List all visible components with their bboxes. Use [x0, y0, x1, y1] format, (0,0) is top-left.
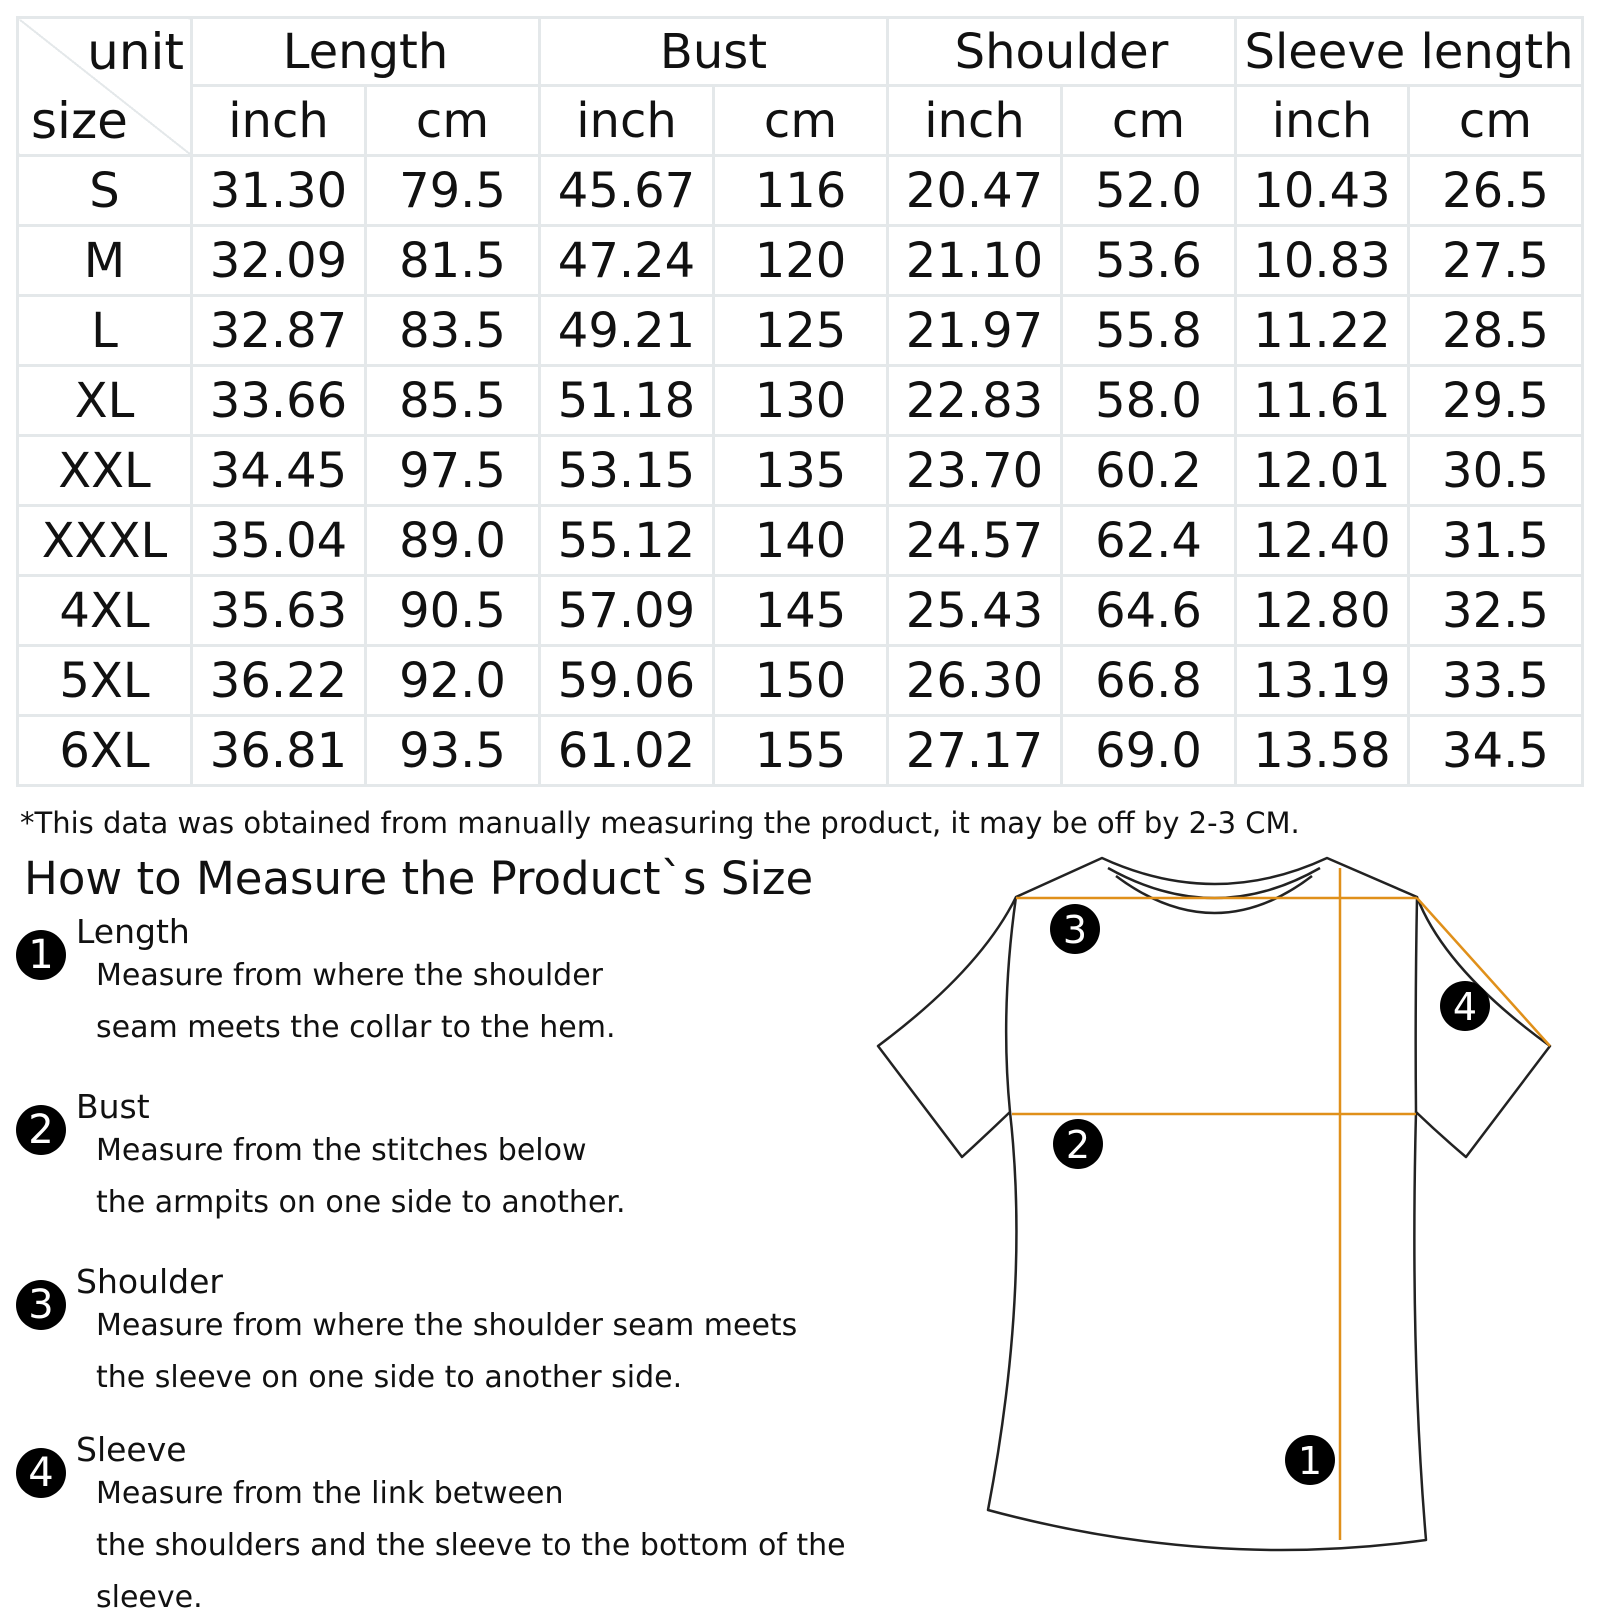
measurement-cell: 23.70 — [888, 436, 1062, 506]
measurement-cell: 60.2 — [1062, 436, 1236, 506]
measurement-cell: 27.17 — [888, 716, 1062, 786]
unit-header: cm — [1062, 86, 1236, 156]
measurement-cell: 31.30 — [192, 156, 366, 226]
measurement-cell: 55.8 — [1062, 296, 1236, 366]
measurement-cell: 12.40 — [1236, 506, 1409, 576]
measure-lines — [1012, 868, 1550, 1540]
measurement-note: *This data was obtained from manually measuring the product, it may be off by 2-3 CM. — [20, 806, 1300, 840]
marker-3-icon — [1050, 904, 1100, 954]
measurement-cell: 89.0 — [366, 506, 540, 576]
table-row — [18, 646, 1583, 716]
step-name: Length — [76, 912, 190, 951]
step-description-line: the armpits on one side to another. — [96, 1185, 626, 1220]
diagram-markers — [1050, 904, 1490, 1485]
size-label-cell: XL — [18, 366, 192, 436]
unit-header: inch — [888, 86, 1062, 156]
size-label-cell: L — [18, 296, 192, 366]
size-chart-table — [16, 16, 1584, 787]
measurement-cell: 59.06 — [540, 646, 714, 716]
size-label-cell: XXL — [18, 436, 192, 506]
measurement-cell: 93.5 — [366, 716, 540, 786]
size-label-cell: 4XL — [18, 576, 192, 646]
step-name: Sleeve — [76, 1430, 187, 1469]
group-header-sleeve-length: Sleeve length — [1236, 18, 1583, 86]
measurement-cell: 79.5 — [366, 156, 540, 226]
tshirt-outline-icon — [878, 858, 1550, 1550]
table-row — [18, 506, 1583, 576]
unit-header: cm — [1408, 86, 1582, 156]
unit-header: inch — [1236, 86, 1409, 156]
size-label-cell: XXXL — [18, 506, 192, 576]
measurement-cell: 26.30 — [888, 646, 1062, 716]
size-label-cell: S — [18, 156, 192, 226]
measurement-cell: 10.83 — [1236, 226, 1409, 296]
measurement-cell: 45.67 — [540, 156, 714, 226]
measurement-cell: 12.01 — [1236, 436, 1409, 506]
step-description — [96, 1300, 797, 1404]
table-row — [18, 716, 1583, 786]
measurement-cell: 34.5 — [1408, 716, 1582, 786]
step-description-line: Measure from the stitches below — [96, 1133, 587, 1168]
table-row — [18, 156, 1583, 226]
measurement-cell: 120 — [714, 226, 888, 296]
tshirt-measurement-diagram — [870, 850, 1590, 1570]
marker-2-icon — [1053, 1119, 1103, 1169]
measurement-cell: 28.5 — [1408, 296, 1582, 366]
measurement-cell: 51.18 — [540, 366, 714, 436]
measurement-cell: 150 — [714, 646, 888, 716]
measurement-cell: 35.04 — [192, 506, 366, 576]
measurement-cell: 10.43 — [1236, 156, 1409, 226]
measurement-cell: 34.45 — [192, 436, 366, 506]
corner-unit-label: unit — [87, 23, 184, 81]
measurement-cell: 21.10 — [888, 226, 1062, 296]
measurement-cell: 31.5 — [1408, 506, 1582, 576]
marker-1-icon — [1285, 1435, 1335, 1485]
marker-4-icon — [1440, 981, 1490, 1031]
measurement-cell: 13.58 — [1236, 716, 1409, 786]
measurement-cell: 27.5 — [1408, 226, 1582, 296]
unit-header: inch — [192, 86, 366, 156]
measurement-cell: 12.80 — [1236, 576, 1409, 646]
measurement-cell: 66.8 — [1062, 646, 1236, 716]
size-rows — [18, 156, 1583, 786]
measurement-cell: 55.12 — [540, 506, 714, 576]
measurement-cell: 155 — [714, 716, 888, 786]
measurement-cell: 83.5 — [366, 296, 540, 366]
step-description-line: Measure from the link between — [96, 1476, 564, 1511]
measurement-cell: 69.0 — [1062, 716, 1236, 786]
step-description — [96, 1468, 876, 1624]
step-number-4-icon: 4 — [16, 1448, 66, 1498]
table-row — [18, 366, 1583, 436]
measurement-cell: 36.22 — [192, 646, 366, 716]
step-name: Bust — [76, 1087, 150, 1126]
table-row — [18, 436, 1583, 506]
step-number-1-icon: 1 — [16, 930, 66, 980]
step-description-line: the shoulders and the sleeve to the bottom of the sleeve. — [96, 1528, 846, 1615]
step-description — [96, 1125, 626, 1229]
group-header-length: Length — [192, 18, 540, 86]
step-description-line: seam meets the collar to the hem. — [96, 1010, 616, 1045]
measurement-cell: 20.47 — [888, 156, 1062, 226]
table-row — [18, 576, 1583, 646]
table-row — [18, 226, 1583, 296]
measurement-cell: 33.66 — [192, 366, 366, 436]
measurement-cell: 53.15 — [540, 436, 714, 506]
group-header-row — [18, 18, 1583, 86]
measurement-cell: 49.21 — [540, 296, 714, 366]
size-label-cell: M — [18, 226, 192, 296]
measurement-cell: 36.81 — [192, 716, 366, 786]
step-number-3-icon: 3 — [16, 1280, 66, 1330]
measurement-cell: 32.09 — [192, 226, 366, 296]
measurement-cell: 21.97 — [888, 296, 1062, 366]
measurement-cell: 116 — [714, 156, 888, 226]
step-description-line: Measure from where the shoulder seam meets — [96, 1308, 798, 1343]
step-description-line: Measure from where the shoulder — [96, 958, 604, 993]
marker-label: 4 — [1452, 985, 1478, 1029]
measurement-cell: 62.4 — [1062, 506, 1236, 576]
measurement-cell: 90.5 — [366, 576, 540, 646]
measurement-cell: 52.0 — [1062, 156, 1236, 226]
howto-title: How to Measure the Product`s Size — [24, 852, 814, 905]
corner-size-label: size — [31, 92, 128, 150]
measurement-cell: 11.22 — [1236, 296, 1409, 366]
measurement-cell: 53.6 — [1062, 226, 1236, 296]
measurement-cell: 85.5 — [366, 366, 540, 436]
unit-header: inch — [540, 86, 714, 156]
step-number-2-icon: 2 — [16, 1105, 66, 1155]
measurement-cell: 32.87 — [192, 296, 366, 366]
marker-label: 2 — [1065, 1123, 1091, 1167]
size-label-cell: 5XL — [18, 646, 192, 716]
measurement-cell: 25.43 — [888, 576, 1062, 646]
corner-cell — [18, 18, 192, 156]
measurement-cell: 97.5 — [366, 436, 540, 506]
size-label-cell: 6XL — [18, 716, 192, 786]
measurement-cell: 35.63 — [192, 576, 366, 646]
measurement-cell: 33.5 — [1408, 646, 1582, 716]
marker-label: 3 — [1062, 908, 1088, 952]
measurement-cell: 130 — [714, 366, 888, 436]
measurement-cell: 47.24 — [540, 226, 714, 296]
group-header-shoulder: Shoulder — [888, 18, 1236, 86]
measurement-cell: 125 — [714, 296, 888, 366]
measurement-cell: 26.5 — [1408, 156, 1582, 226]
measurement-cell: 30.5 — [1408, 436, 1582, 506]
unit-header-row — [18, 86, 1583, 156]
measurement-cell: 22.83 — [888, 366, 1062, 436]
measurement-cell: 58.0 — [1062, 366, 1236, 436]
step-description-line: the sleeve on one side to another side. — [96, 1360, 683, 1395]
table-row — [18, 296, 1583, 366]
measurement-cell: 92.0 — [366, 646, 540, 716]
measurement-cell: 29.5 — [1408, 366, 1582, 436]
measurement-cell: 13.19 — [1236, 646, 1409, 716]
step-description — [96, 950, 616, 1054]
measurement-cell: 11.61 — [1236, 366, 1409, 436]
measurement-cell: 24.57 — [888, 506, 1062, 576]
unit-header: cm — [366, 86, 540, 156]
measurement-cell: 145 — [714, 576, 888, 646]
measurement-cell: 64.6 — [1062, 576, 1236, 646]
group-header-bust: Bust — [540, 18, 888, 86]
measurement-cell: 61.02 — [540, 716, 714, 786]
measurement-cell: 81.5 — [366, 226, 540, 296]
sleeve-measure-line — [1417, 898, 1550, 1046]
marker-label: 1 — [1297, 1439, 1323, 1483]
measurement-cell: 140 — [714, 506, 888, 576]
measurement-cell: 57.09 — [540, 576, 714, 646]
step-name: Shoulder — [76, 1262, 223, 1301]
unit-header: cm — [714, 86, 888, 156]
measurement-cell: 32.5 — [1408, 576, 1582, 646]
measurement-cell: 135 — [714, 436, 888, 506]
